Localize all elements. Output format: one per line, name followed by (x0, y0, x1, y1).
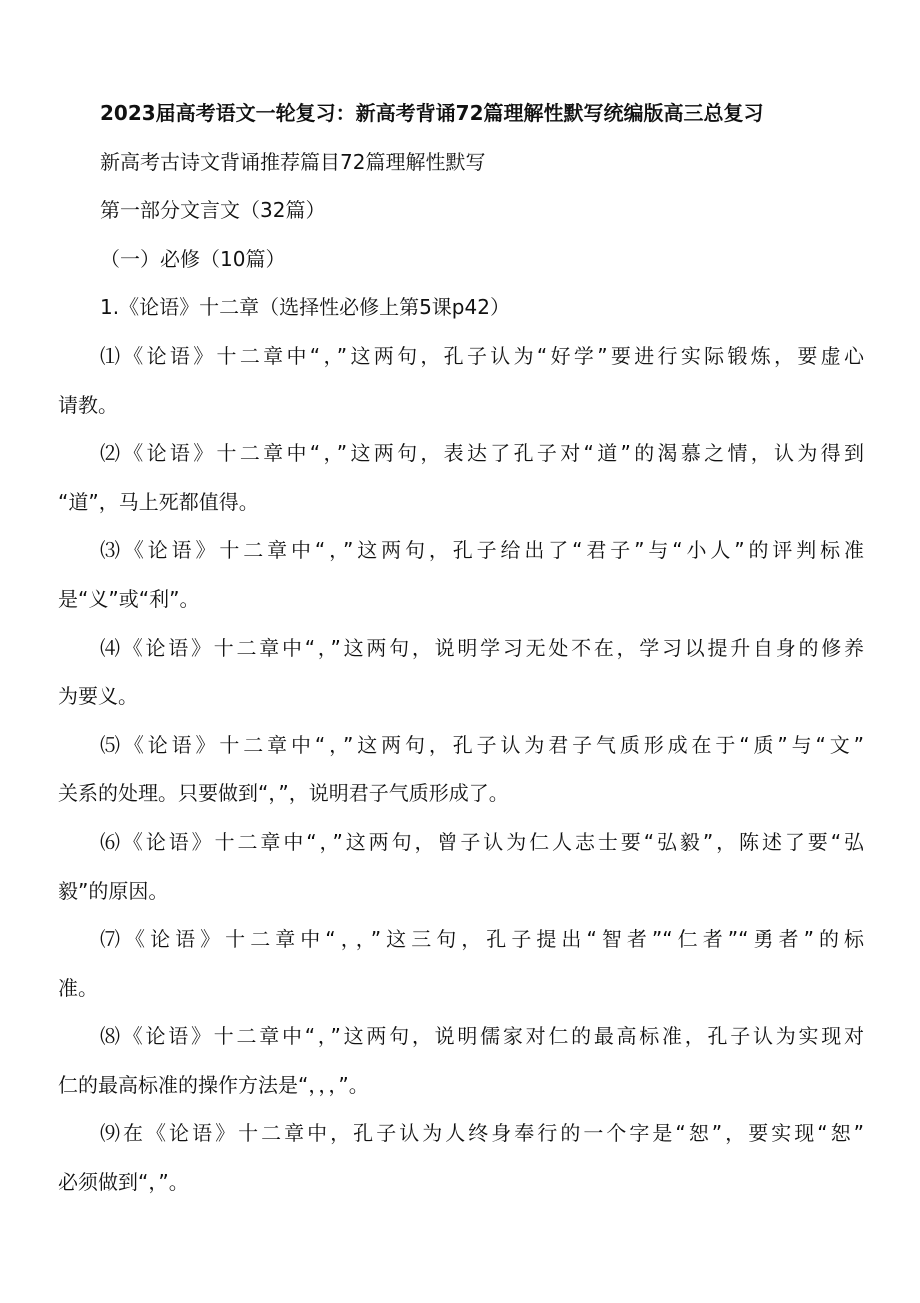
question-line-continued: 准。 (58, 975, 98, 1000)
lesson-heading: 1.《论语》十二章（选择性必修上第5课p42） (100, 295, 510, 320)
question-line-first: ⑵《论语》十二章中“，”这两句，表达了孔子对“道”的渴慕之情，认为得到 (100, 441, 864, 466)
question-line-continued: “道”，马上死都值得。 (58, 489, 259, 514)
section-heading: （一）必修（10篇） (100, 246, 286, 271)
question-item (58, 332, 864, 429)
question-item (58, 915, 864, 1012)
question-line-continued: 毅”的原因。 (58, 878, 169, 903)
question-item (58, 429, 864, 526)
question-line-first: ⑴《论语》十二章中“，”这两句，孔子认为“好学”要进行实际锻炼，要虚心 (100, 343, 864, 368)
question-line-continued: 必须做到“，”。 (58, 1170, 189, 1195)
document-title: 2023届高考语文一轮复习：新高考背诵72篇理解性默写统编版高三总复习 (100, 101, 764, 125)
question-item (58, 624, 864, 721)
question-line-first: ⑺《论语》十二章中“，，”这三句，孔子提出“智者”“仁者”“勇者”的标 (100, 927, 864, 952)
question-line-continued: 为要义。 (58, 684, 138, 709)
question-line-continued: 仁的最高标准的操作方法是“，，，”。 (58, 1072, 369, 1097)
question-line-first: ⑼在《论语》十二章中，孔子认为人终身奉行的一个字是“恕”，要实现“恕” (100, 1121, 864, 1146)
question-item (58, 721, 864, 818)
question-line-first: ⑹《论语》十二章中“，”这两句，曾子认为仁人志士要“弘毅”，陈述了要“弘 (100, 829, 864, 854)
question-line-first: ⑶《论语》十二章中“，”这两句，孔子给出了“君子”与“小人”的评判标准 (100, 538, 864, 563)
question-item (58, 1012, 864, 1109)
document-subtitle: 新高考古诗文背诵推荐篇目72篇理解性默写 (100, 149, 486, 174)
question-item (58, 526, 864, 623)
question-line-first: ⑻《论语》十二章中“，”这两句，说明儒家对仁的最高标准，孔子认为实现对 (100, 1024, 864, 1049)
question-line-continued: 是“义”或“利”。 (58, 586, 200, 611)
question-line-first: ⑸《论语》十二章中“，”这两句，孔子认为君子气质形成在于“质”与“文” (100, 732, 864, 757)
question-line-first: ⑷《论语》十二章中“，”这两句，说明学习无处不在，学习以提升自身的修养 (100, 635, 864, 660)
question-item (58, 1109, 864, 1206)
question-line-continued: 关系的处理。只要做到“，”，说明君子气质形成了。 (58, 781, 509, 806)
document-page (58, 89, 864, 1207)
question-line-continued: 请教。 (58, 392, 118, 417)
question-item (58, 818, 864, 915)
part-heading: 第一部分文言文（32篇） (100, 198, 326, 223)
question-list (58, 332, 864, 1207)
